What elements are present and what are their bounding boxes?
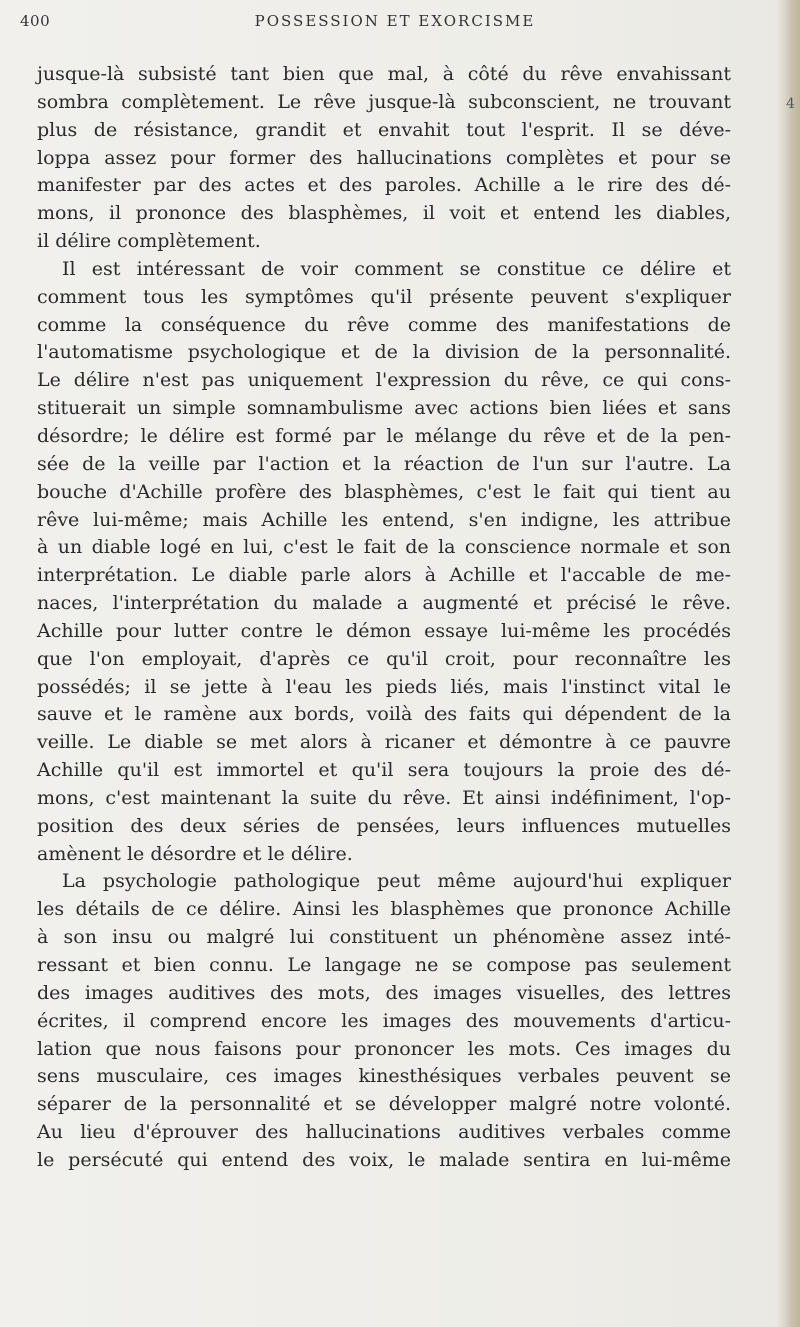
text-line: possédés; il se jette à l'eau les pieds liés, mais l'instinct vital le bbox=[37, 675, 731, 698]
text-line: position des deux séries de pensées, leurs influences mutuelles bbox=[37, 814, 731, 837]
page-header bbox=[20, 8, 770, 36]
text-line: interprétation. Le diable parle alors à Achille et l'accable de me- bbox=[37, 564, 731, 587]
text-line: des images auditives des mots, des images visuelles, des lettres bbox=[37, 981, 731, 1004]
text-line: veille. Le diable se met alors à ricaner et démontre à ce pauvre bbox=[37, 731, 731, 754]
text-line: plus de résistance, grandit et envahit tout l'esprit. Il se déve- bbox=[37, 118, 731, 141]
text-line: à un diable logé en lui, c'est le fait de la conscience normale et son bbox=[37, 536, 731, 559]
text-line: ressant et bien connu. Le langage ne se compose pas seulement bbox=[37, 954, 731, 976]
text-line: écrites, il comprend encore les images des mouvements d'articu- bbox=[37, 1009, 731, 1032]
text-line: stituerait un simple somnambulisme avec actions bien liées et sans bbox=[37, 397, 731, 420]
text-line: sauve et le ramène aux bords, voilà des faits qui dépendent de la bbox=[37, 703, 731, 726]
text-line: Achille qu'il est immortel et qu'il sera toujours la proie des dé- bbox=[37, 759, 731, 782]
text-line: mons, il prononce des blasphèmes, il voit et entend les diables, bbox=[37, 202, 731, 225]
text-line: comme la conséquence du rêve comme des manifestations de bbox=[37, 313, 731, 336]
text-line: rêve lui-même; mais Achille les entend, s'en indigne, les attribue bbox=[37, 508, 731, 531]
text-line: bouche d'Achille profère des blasphèmes, c'est le fait qui tient au bbox=[37, 480, 731, 503]
text-line: l'automatisme psychologique et de la division de la personnalité. bbox=[37, 341, 731, 364]
text-line: Au lieu d'éprouver des hallucinations auditives verbales comme bbox=[37, 1121, 731, 1144]
text-line: Il est intéressant de voir comment se constitue ce délire et bbox=[62, 257, 731, 280]
text-line: lation que nous faisons pour prononcer les mots. Ces images du bbox=[37, 1037, 731, 1060]
text-line: séparer de la personnalité et se développer malgré notre volonté. bbox=[37, 1093, 731, 1116]
text-line: manifester par des actes et des paroles. Achille a le rire des dé- bbox=[37, 174, 731, 197]
text-line: La psychologie pathologique peut même aujourd'hui expliquer bbox=[62, 870, 731, 893]
text-line: que l'on employait, d'après ce qu'il croit, pour reconnaître les bbox=[37, 647, 731, 670]
text-line: il délire complètement. bbox=[37, 230, 261, 253]
text-line: sombra complètement. Le rêve jusque-là subconscient, ne trouvant bbox=[37, 90, 731, 113]
text-line: mons, c'est maintenant la suite du rêve. Et ainsi indéfiniment, l'op- bbox=[37, 786, 731, 809]
text-line: comment tous les symptômes qu'il présente peuvent s'expliquer bbox=[37, 285, 731, 308]
text-line: désordre; le délire est formé par le mélange du rêve et de la pen- bbox=[37, 424, 731, 447]
text-line: jusque-là subsisté tant bien que mal, à côté du rêve envahissant bbox=[37, 63, 731, 85]
text-line: Achille pour lutter contre le démon essaye lui-même les procédés bbox=[37, 619, 731, 642]
text-line: sens musculaire, ces images kinesthésiques verbales peuvent se bbox=[37, 1065, 731, 1088]
text-line: à son insu ou malgré lui constituent un phénomène assez inté- bbox=[37, 926, 731, 949]
text-line: loppa assez pour former des hallucinations complètes et pour se bbox=[37, 146, 731, 169]
text-line: sée de la veille par l'action et la réaction de l'un sur l'autre. La bbox=[37, 452, 731, 475]
text-line: les détails de ce délire. Ainsi les blasphèmes que prononce Achille bbox=[37, 898, 731, 921]
page-number: 400 bbox=[20, 12, 51, 30]
page-edge bbox=[778, 0, 800, 1327]
body-text bbox=[37, 61, 731, 1175]
side-mark: 4 bbox=[786, 96, 795, 112]
text-line: Le délire n'est pas uniquement l'expression du rêve, ce qui cons- bbox=[37, 369, 731, 392]
text-line: amènent le désordre et le délire. bbox=[37, 842, 353, 865]
running-head: POSSESSION ET EXORCISME bbox=[254, 12, 536, 30]
text-line: le persécuté qui entend des voix, le malade sentira en lui-même bbox=[37, 1148, 731, 1171]
text-line: naces, l'interprétation du malade a augmenté et précisé le rêve. bbox=[37, 592, 731, 615]
